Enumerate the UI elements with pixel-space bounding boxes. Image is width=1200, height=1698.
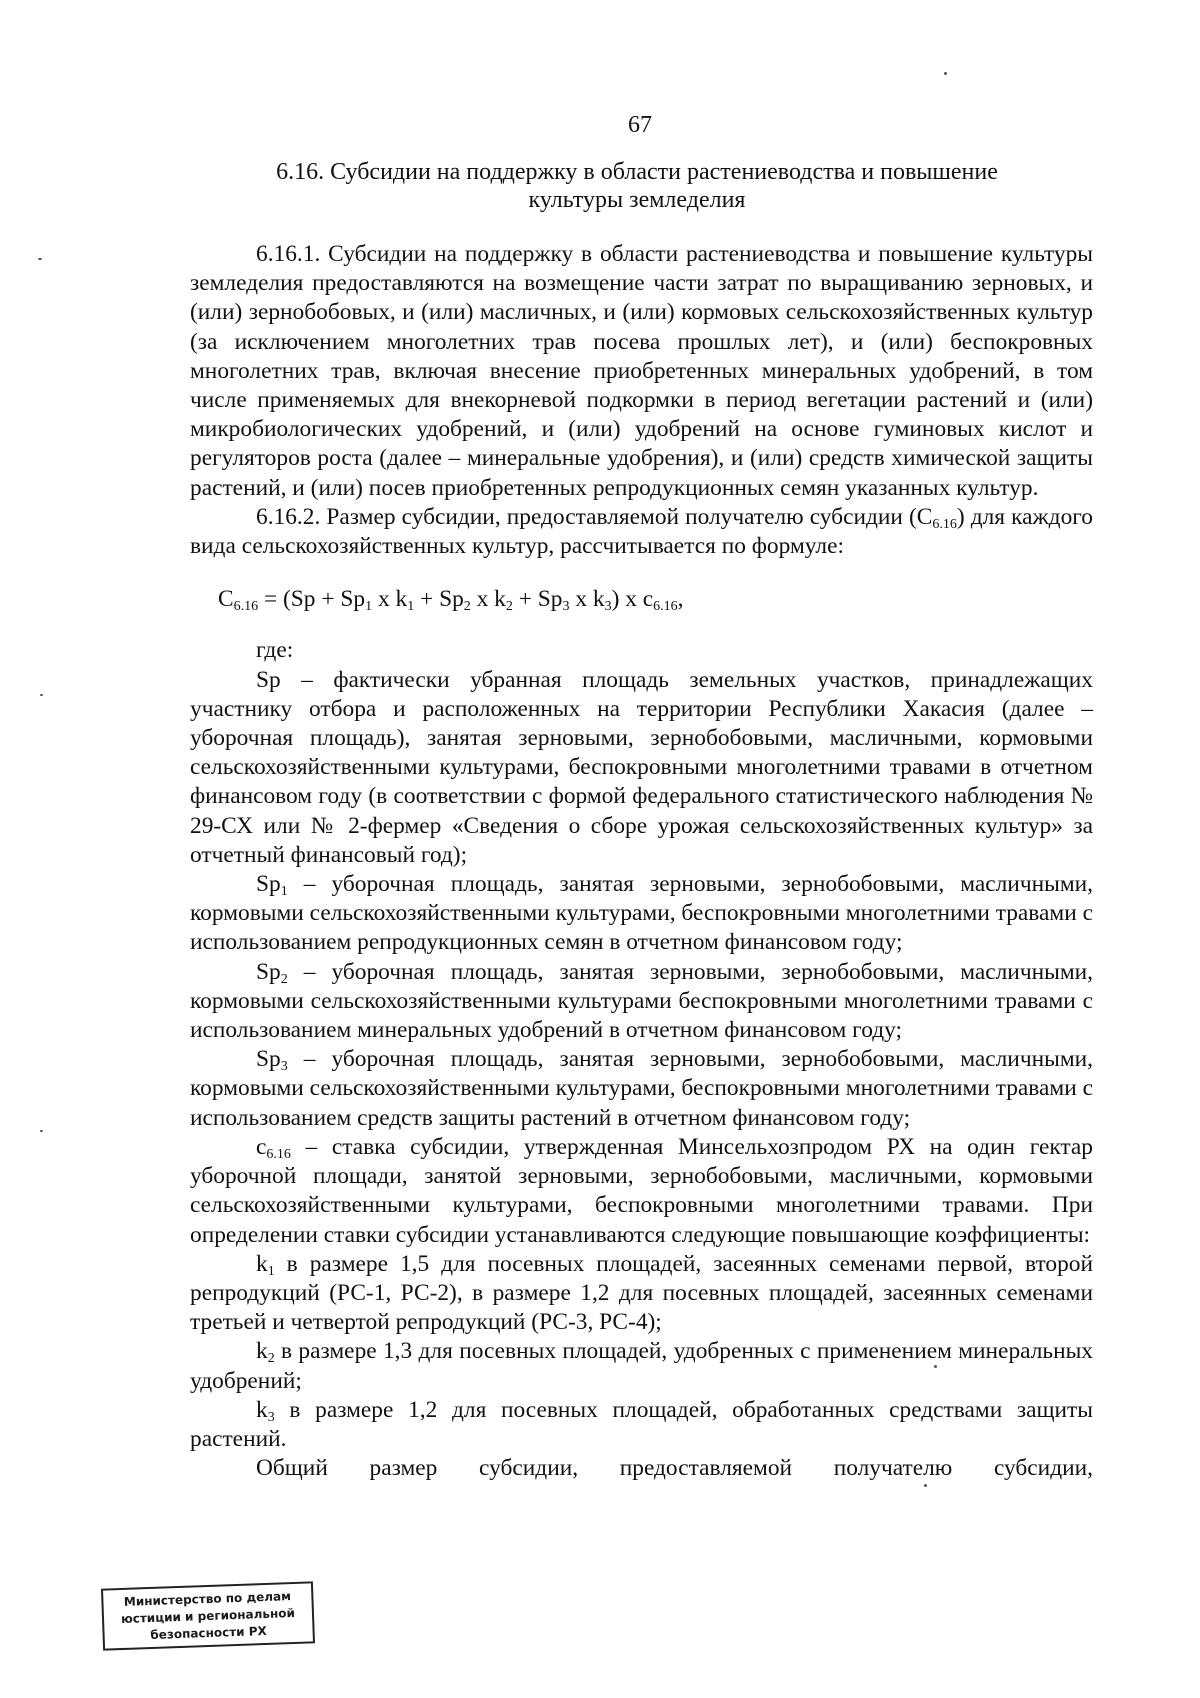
definition-sp2: $Sp_2$ – уборочная площадь, занятая зерновыми, зернобобовыми, масличными, кормовыми сельскохозяйственными культурами беспокровными многолетними травами с использованием минеральных удобрений в отчетном финансовом году;: [190, 958, 1093, 1044]
definition-sp: Sp – фактически убранная площадь земельных участков, принадлежащих участнику отбора и расположенных на территории Республики Хакасия (далее – уборочная площадь), занятая зерновыми, зернобобовыми, масличными, кормовыми сельскохозяйственными культурами, беспокровными многолетними травами в отчетном финансовом году (в соответствии с формой федерального статистического наблюдения № 29-СХ или № 2-фермер «Сведения о сборе урожая сельскохозяйственных культур» за отчетный финансовый год);: [190, 666, 1093, 868]
paragraph-6-16-2: [190, 503, 1093, 561]
paragraph-total-size: Общий размер субсидии, предоставляемой получателю субсидии,: [256, 1455, 1093, 1482]
coefficient-k2: $k_2$ в размере 1,3 для посевных площадей, удобренных с применением минеральных удобрений;: [190, 1338, 1093, 1394]
section-heading: [252, 158, 1022, 214]
page-number: 67: [628, 112, 652, 138]
coefficient-k1: $k_1$ в размере 1,5 для посевных площадей, засеянных семенами первой, второй репродукций (РС-1, РС-2), в размере 1,2 для посевных площадей, засеянных семенами третьей и четвертой репродукций (РС-3, РС-4);: [190, 1250, 1093, 1336]
scan-speck: [40, 694, 43, 696]
p2-text-before: 6.16.2. Размер субсидии, предоставляемой получателю субсидии (С: [256, 503, 933, 530]
scan-speck: [38, 258, 42, 260]
scan-speck: [924, 1484, 927, 1487]
coefficient-k3: $k_3$ в размере 1,2 для посевных площадей, обработанных средствами защиты растений.: [190, 1396, 1093, 1452]
p2-text-after: ) для каждого вида сельскохозяйственных культур, рассчитывается по формуле:: [190, 503, 1093, 560]
scan-speck: [944, 72, 947, 75]
definition-sp3: $Sp_3$ – уборочная площадь, занятая зерновыми, зернобобовыми, масличными, кормовыми сельскохозяйственными культурами, беспокровными многолетними травами с использованием средств защиты растений в отчетном финансовом году;: [190, 1046, 1093, 1131]
scan-speck: [40, 1130, 43, 1132]
stamp-line-1: Министерство по делам: [123, 1589, 292, 1609]
where-label: где:: [256, 637, 294, 664]
document-body: [190, 240, 1093, 1483]
stamp-line-3: безопасности РХ: [150, 1623, 268, 1643]
paragraph-6-16-1: 6.16.1. Субсидии на поддержку в области растениеводства и повышение культуры земледелия предоставляются на возмещение части затрат по выращиванию зерновых, и (или) зернобобовых, и (или) масличных, и (или) кормовых сельскохозяйственных культур (за исключением многолетних трав посева прошлых лет), и (или) беспокровных многолетних трав, включая внесение приобретенных минеральных удобрений, в том числе применяемых для внекорневой подкормки в период вегетации растений и (или) микробиологических удобрений, и (или) удобрений на основе гуминовых кислот и регуляторов роста (далее – минеральные удобрения), и (или) средств химической защиты растений, и (или) посев приобретенных репродукционных семян указанных культур.: [190, 241, 1093, 501]
section-heading-line-2: культуры земледелия: [528, 187, 746, 213]
stamp-line-2: юстиции и региональной: [120, 1605, 296, 1627]
ministry-stamp: [101, 1581, 315, 1650]
definition-sp1: $Sp_1$ – уборочная площадь, занятая зерновыми, зернобобовыми, масличными, кормовыми сельскохозяйственными культурами, беспокровными многолетними травами с использованием репродукционных семян в отчетном финансовом году;: [190, 871, 1093, 956]
definition-c-rate: $с_{6.16}$ – ставка субсидии, утвержденная Минсельхозпродом РХ на один гектар уборочной площади, занятой зерновыми, зернобобовыми, масличными, кормовыми сельскохозяйственными культурами, беспокровными многолетними травами. При определении ставки субсидии устанавливаются следующие повышающие коэффициенты:: [190, 1133, 1093, 1248]
scan-speck: [934, 1365, 937, 1368]
section-heading-line-1: 6.16. Субсидии на поддержку в области растениеводства и повышение: [276, 159, 998, 185]
subsidy-formula: $С_{6.16} = (Sp + Sp_1$ x $k_1 + Sp_2$ x $k_2 + Sp_3$ x $k_3$) x $с_{6.16}$,: [218, 586, 684, 615]
p2-subscript: 6.16: [932, 516, 957, 532]
